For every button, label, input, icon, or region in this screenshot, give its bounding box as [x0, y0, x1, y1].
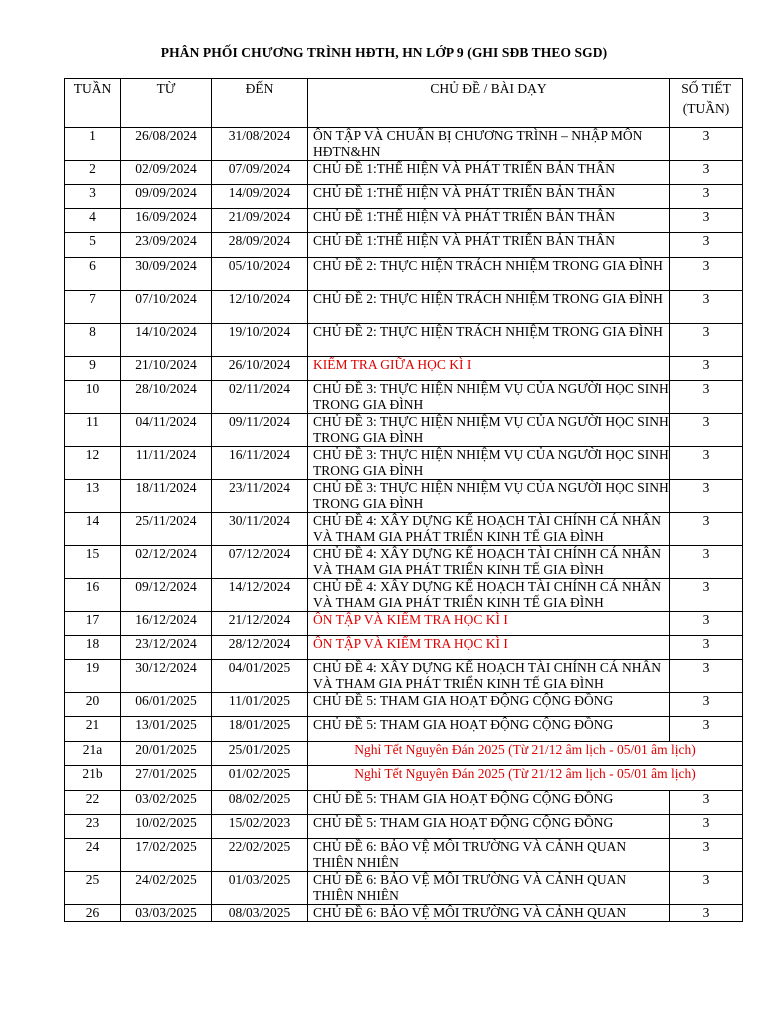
from-date-cell: 03/02/2025 [121, 791, 212, 815]
topic-cell: CHỦ ĐỀ 2: THỰC HIỆN TRÁCH NHIỆM TRONG GIA ĐÌNH [308, 324, 670, 357]
week-cell: 12 [65, 447, 121, 480]
topic-cell: CHỦ ĐỀ 4: XÂY DỰNG KẾ HOẠCH TÀI CHÍNH CÁ NHÂN VÀ THAM GIA PHÁT TRIỂN KINH TẾ GIA ĐÌNH [308, 513, 670, 546]
table-row [65, 513, 743, 546]
from-date-cell: 02/12/2024 [121, 546, 212, 579]
from-date-cell: 28/10/2024 [121, 381, 212, 414]
to-date-cell: 01/02/2025 [212, 766, 308, 791]
table-body [65, 128, 743, 922]
table-row [65, 717, 743, 742]
topic-cell: CHỦ ĐỀ 6: BẢO VỆ MÔI TRƯỜNG VÀ CẢNH QUAN THIÊN NHIÊN [308, 872, 670, 905]
to-date-cell: 08/03/2025 [212, 905, 308, 922]
header-to: ĐẾN [212, 79, 308, 128]
week-cell: 16 [65, 579, 121, 612]
week-cell: 21 [65, 717, 121, 742]
week-cell: 22 [65, 791, 121, 815]
week-cell: 13 [65, 480, 121, 513]
week-cell: 21b [65, 766, 121, 791]
topic-cell: CHỦ ĐỀ 5: THAM GIA HOẠT ĐỘNG CỘNG ĐỒNG [308, 717, 670, 742]
table-row [65, 546, 743, 579]
week-cell: 2 [65, 161, 121, 185]
to-date-cell: 07/09/2024 [212, 161, 308, 185]
to-date-cell: 31/08/2024 [212, 128, 308, 161]
table-row [65, 258, 743, 291]
from-date-cell: 30/09/2024 [121, 258, 212, 291]
to-date-cell: 25/01/2025 [212, 742, 308, 766]
table-row [65, 480, 743, 513]
week-cell: 4 [65, 209, 121, 233]
to-date-cell: 12/10/2024 [212, 291, 308, 324]
table-row [65, 579, 743, 612]
week-cell: 8 [65, 324, 121, 357]
from-date-cell: 16/12/2024 [121, 612, 212, 636]
from-date-cell: 24/02/2025 [121, 872, 212, 905]
table-row [65, 357, 743, 381]
from-date-cell: 02/09/2024 [121, 161, 212, 185]
table-row [65, 291, 743, 324]
table-row [65, 693, 743, 717]
from-date-cell: 27/01/2025 [121, 766, 212, 791]
to-date-cell: 07/12/2024 [212, 546, 308, 579]
topic-cell: ÔN TẬP VÀ CHUẨN BỊ CHƯƠNG TRÌNH – NHẬP MÔN HĐTN&HN [308, 128, 670, 161]
to-date-cell: 01/03/2025 [212, 872, 308, 905]
to-date-cell: 04/01/2025 [212, 660, 308, 693]
table-row [65, 185, 743, 209]
week-cell: 11 [65, 414, 121, 447]
from-date-cell: 13/01/2025 [121, 717, 212, 742]
topic-cell: CHỦ ĐỀ 5: THAM GIA HOẠT ĐỘNG CỘNG ĐỒNG [308, 815, 670, 839]
to-date-cell: 23/11/2024 [212, 480, 308, 513]
topic-cell: CHỦ ĐỀ 1:THỂ HIỆN VÀ PHÁT TRIỂN BẢN THÂN [308, 233, 670, 258]
document-title: PHÂN PHỐI CHƯƠNG TRÌNH HĐTH, HN LỚP 9 (GHI SĐB THEO SGD) [160, 45, 608, 60]
week-cell: 7 [65, 291, 121, 324]
from-date-cell: 03/03/2025 [121, 905, 212, 922]
week-cell: 3 [65, 185, 121, 209]
periods-cell: 3 [670, 872, 743, 905]
topic-cell: CHỦ ĐỀ 1:THỂ HIỆN VÀ PHÁT TRIỂN BẢN THÂN [308, 209, 670, 233]
from-date-cell: 06/01/2025 [121, 693, 212, 717]
to-date-cell: 26/10/2024 [212, 357, 308, 381]
week-cell: 24 [65, 839, 121, 872]
to-date-cell: 22/02/2025 [212, 839, 308, 872]
from-date-cell: 26/08/2024 [121, 128, 212, 161]
topic-cell: ÔN TẬP VÀ KIỂM TRA HỌC KÌ I [308, 612, 670, 636]
periods-cell: 3 [670, 791, 743, 815]
periods-cell: 3 [670, 480, 743, 513]
to-date-cell: 18/01/2025 [212, 717, 308, 742]
to-date-cell: 21/09/2024 [212, 209, 308, 233]
periods-cell: 3 [670, 381, 743, 414]
week-cell: 17 [65, 612, 121, 636]
to-date-cell: 02/11/2024 [212, 381, 308, 414]
curriculum-table [64, 78, 743, 922]
table-row [65, 766, 743, 791]
periods-cell: 3 [670, 612, 743, 636]
periods-cell: 3 [670, 128, 743, 161]
from-date-cell: 14/10/2024 [121, 324, 212, 357]
topic-cell: CHỦ ĐỀ 3: THỰC HIỆN NHIỆM VỤ CỦA NGƯỜI HỌC SINH TRONG GIA ĐÌNH [308, 381, 670, 414]
header-periods-line2: (TUẦN) [682, 101, 730, 116]
periods-cell: 3 [670, 905, 743, 922]
topic-cell: CHỦ ĐỀ 2: THỰC HIỆN TRÁCH NHIỆM TRONG GIA ĐÌNH [308, 258, 670, 291]
table-row [65, 161, 743, 185]
to-date-cell: 16/11/2024 [212, 447, 308, 480]
topic-cell: ÔN TẬP VÀ KIỂM TRA HỌC KÌ I [308, 636, 670, 660]
holiday-note-cell: Nghỉ Tết Nguyên Đán 2025 (Từ 21/12 âm lịch - 05/01 âm lịch) [308, 766, 743, 791]
from-date-cell: 04/11/2024 [121, 414, 212, 447]
topic-cell: CHỦ ĐỀ 4: XÂY DỰNG KẾ HOẠCH TÀI CHÍNH CÁ NHÂN VÀ THAM GIA PHÁT TRIỂN KINH TẾ GIA ĐÌNH [308, 660, 670, 693]
topic-cell: CHỦ ĐỀ 2: THỰC HIỆN TRÁCH NHIỆM TRONG GIA ĐÌNH [308, 291, 670, 324]
from-date-cell: 25/11/2024 [121, 513, 212, 546]
to-date-cell: 09/11/2024 [212, 414, 308, 447]
from-date-cell: 07/10/2024 [121, 291, 212, 324]
week-cell: 23 [65, 815, 121, 839]
periods-cell: 3 [670, 185, 743, 209]
week-cell: 10 [65, 381, 121, 414]
week-cell: 1 [65, 128, 121, 161]
week-cell: 21a [65, 742, 121, 766]
table-row [65, 839, 743, 872]
periods-cell: 3 [670, 357, 743, 381]
to-date-cell: 05/10/2024 [212, 258, 308, 291]
from-date-cell: 23/12/2024 [121, 636, 212, 660]
periods-cell: 3 [670, 209, 743, 233]
topic-cell: CHỦ ĐỀ 1:THỂ HIỆN VÀ PHÁT TRIỂN BẢN THÂN [308, 185, 670, 209]
table-row [65, 209, 743, 233]
periods-cell: 3 [670, 717, 743, 742]
to-date-cell: 19/10/2024 [212, 324, 308, 357]
from-date-cell: 09/09/2024 [121, 185, 212, 209]
week-cell: 25 [65, 872, 121, 905]
to-date-cell: 14/09/2024 [212, 185, 308, 209]
from-date-cell: 18/11/2024 [121, 480, 212, 513]
periods-cell: 3 [670, 233, 743, 258]
week-cell: 19 [65, 660, 121, 693]
topic-cell: CHỦ ĐỀ 5: THAM GIA HOẠT ĐỘNG CỘNG ĐỒNG [308, 791, 670, 815]
table-row [65, 905, 743, 922]
periods-cell: 3 [670, 324, 743, 357]
topic-cell: CHỦ ĐỀ 4: XÂY DỰNG KẾ HOẠCH TÀI CHÍNH CÁ NHÂN VÀ THAM GIA PHÁT TRIỂN KINH TẾ GIA ĐÌNH [308, 546, 670, 579]
topic-cell: CHỦ ĐỀ 3: THỰC HIỆN NHIỆM VỤ CỦA NGƯỜI HỌC SINH TRONG GIA ĐÌNH [308, 447, 670, 480]
to-date-cell: 15/02/2023 [212, 815, 308, 839]
table-row [65, 791, 743, 815]
periods-cell: 3 [670, 636, 743, 660]
from-date-cell: 10/02/2025 [121, 815, 212, 839]
periods-cell: 3 [670, 291, 743, 324]
week-cell: 26 [65, 905, 121, 922]
table-row [65, 815, 743, 839]
topic-cell: CHỦ ĐỀ 1:THỂ HIỆN VÀ PHÁT TRIỂN BẢN THÂN [308, 161, 670, 185]
week-cell: 5 [65, 233, 121, 258]
week-cell: 20 [65, 693, 121, 717]
periods-cell: 3 [670, 447, 743, 480]
topic-cell: CHỦ ĐỀ 6: BẢO VỆ MÔI TRƯỜNG VÀ CẢNH QUAN [308, 905, 670, 922]
table-row [65, 447, 743, 480]
from-date-cell: 17/02/2025 [121, 839, 212, 872]
header-week: TUẦN [65, 79, 121, 128]
to-date-cell: 14/12/2024 [212, 579, 308, 612]
week-cell: 9 [65, 357, 121, 381]
periods-cell: 3 [670, 258, 743, 291]
periods-cell: 3 [670, 579, 743, 612]
from-date-cell: 11/11/2024 [121, 447, 212, 480]
holiday-note-cell: Nghỉ Tết Nguyên Đán 2025 (Từ 21/12 âm lịch - 05/01 âm lịch) [308, 742, 743, 766]
table-row [65, 233, 743, 258]
table-header-row [65, 79, 743, 128]
header-topic: CHỦ ĐỀ / BÀI DẠY [308, 79, 670, 128]
to-date-cell: 30/11/2024 [212, 513, 308, 546]
topic-cell: CHỦ ĐỀ 3: THỰC HIỆN NHIỆM VỤ CỦA NGƯỜI HỌC SINH TRONG GIA ĐÌNH [308, 480, 670, 513]
periods-cell: 3 [670, 161, 743, 185]
to-date-cell: 21/12/2024 [212, 612, 308, 636]
topic-cell: CHỦ ĐỀ 5: THAM GIA HOẠT ĐỘNG CỘNG ĐỒNG [308, 693, 670, 717]
to-date-cell: 08/02/2025 [212, 791, 308, 815]
table-row [65, 324, 743, 357]
periods-cell: 3 [670, 546, 743, 579]
from-date-cell: 09/12/2024 [121, 579, 212, 612]
table-row [65, 128, 743, 161]
table-row [65, 612, 743, 636]
periods-cell: 3 [670, 693, 743, 717]
table-row [65, 872, 743, 905]
topic-cell: CHỦ ĐỀ 3: THỰC HIỆN NHIỆM VỤ CỦA NGƯỜI HỌC SINH TRONG GIA ĐÌNH [308, 414, 670, 447]
topic-cell: KIỂM TRA GIỮA HỌC KÌ I [308, 357, 670, 381]
from-date-cell: 23/09/2024 [121, 233, 212, 258]
periods-cell: 3 [670, 513, 743, 546]
table-row [65, 742, 743, 766]
topic-cell: CHỦ ĐỀ 6: BẢO VỆ MÔI TRƯỜNG VÀ CẢNH QUAN THIÊN NHIÊN [308, 839, 670, 872]
periods-cell: 3 [670, 815, 743, 839]
to-date-cell: 28/09/2024 [212, 233, 308, 258]
header-periods-line1: SỐ TIẾT [681, 81, 731, 96]
table-row [65, 636, 743, 660]
periods-cell: 3 [670, 414, 743, 447]
periods-cell: 3 [670, 839, 743, 872]
from-date-cell: 30/12/2024 [121, 660, 212, 693]
table-row [65, 414, 743, 447]
header-periods [670, 79, 743, 128]
from-date-cell: 20/01/2025 [121, 742, 212, 766]
periods-cell: 3 [670, 660, 743, 693]
table-row [65, 660, 743, 693]
week-cell: 6 [65, 258, 121, 291]
table-row [65, 381, 743, 414]
from-date-cell: 21/10/2024 [121, 357, 212, 381]
from-date-cell: 16/09/2024 [121, 209, 212, 233]
header-from: TỪ [121, 79, 212, 128]
topic-cell: CHỦ ĐỀ 4: XÂY DỰNG KẾ HOẠCH TÀI CHÍNH CÁ NHÂN VÀ THAM GIA PHÁT TRIỂN KINH TẾ GIA ĐÌNH [308, 579, 670, 612]
week-cell: 18 [65, 636, 121, 660]
to-date-cell: 28/12/2024 [212, 636, 308, 660]
to-date-cell: 11/01/2025 [212, 693, 308, 717]
week-cell: 15 [65, 546, 121, 579]
week-cell: 14 [65, 513, 121, 546]
